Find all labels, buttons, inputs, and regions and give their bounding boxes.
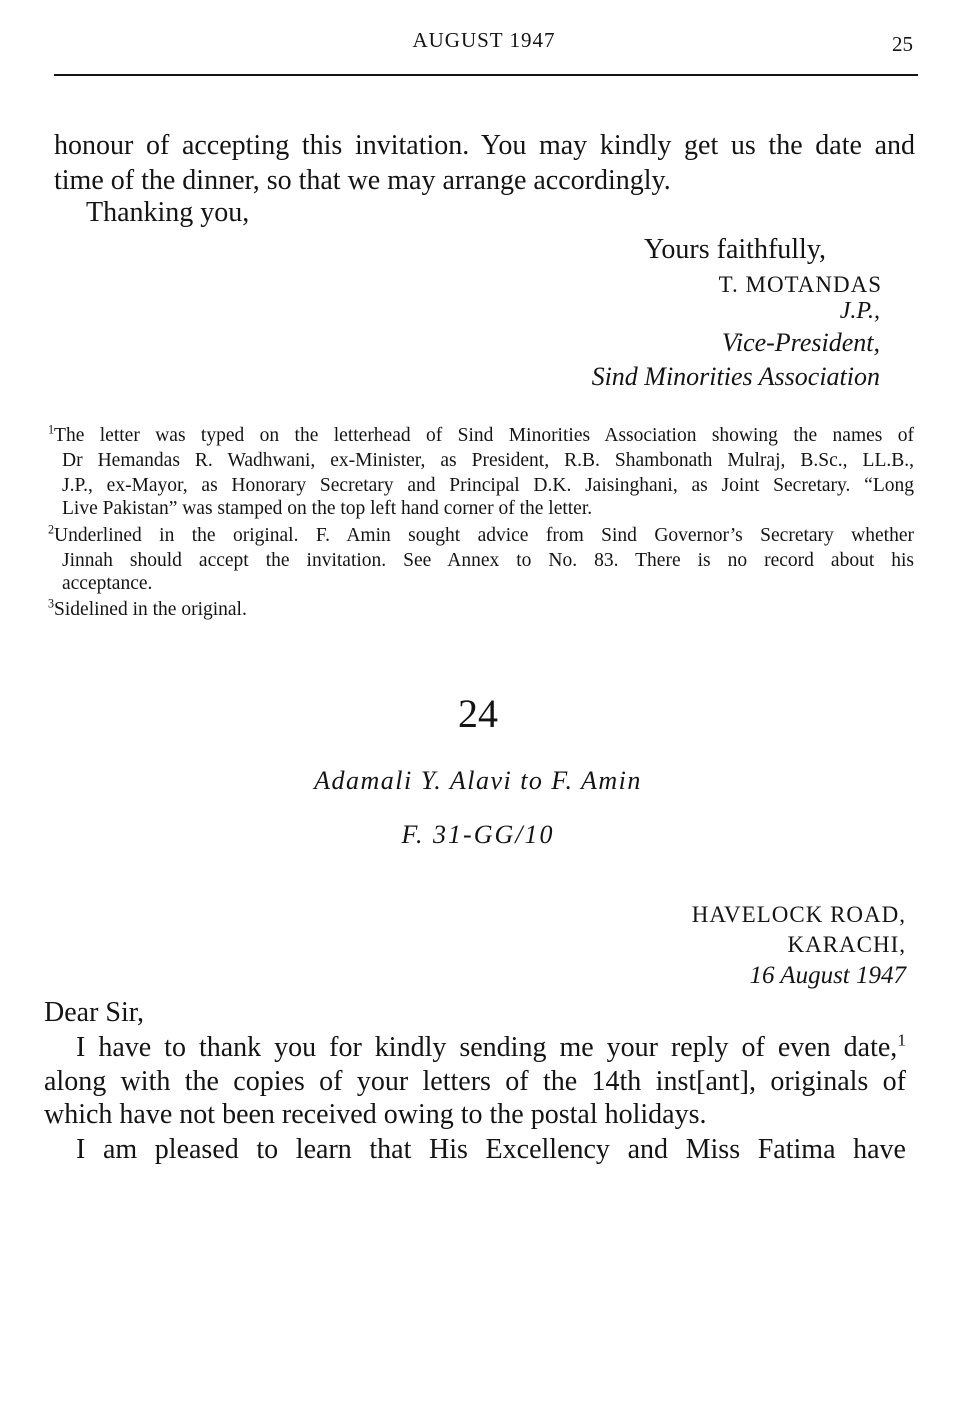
signatory-name: T. MOTANDAS (718, 272, 882, 297)
running-title: AUGUST 1947 (412, 28, 556, 52)
footnote-3-line: $^3$Sidelined in the original. (48, 596, 247, 620)
letter-body-line: which have not been received owing to the postal holidays. (44, 1099, 707, 1130)
valediction: Yours faithfully, (644, 234, 827, 265)
footnote-reference: 1 (897, 1030, 906, 1050)
signatory-position: Vice-President, (721, 328, 880, 357)
footnote-2-line: Jinnah should accept the invitation. See Annex to No. 83. There is no record about his (62, 550, 914, 571)
letter-body-line: time of the dinner, so that we may arrange accordingly. (54, 165, 671, 196)
footnote-1-line: Live Pakistan” was stamped on the top left hand corner of the letter. (62, 498, 593, 519)
letter-body-line: honour of accepting this invitation. You may kindly get us the date and (54, 130, 915, 161)
footnote-2-line: $^2$Underlined in the original. F. Amin sought advice from Sind Governor’s Secretary whether (48, 522, 914, 546)
footnote-1-line: $^1$The letter was typed on the letterhead of Sind Minorities Association showing the names of (48, 422, 914, 446)
letter-date: 16 August 1947 (749, 962, 906, 989)
footnote-marker: 3 (48, 596, 55, 611)
signatory-honorific: J.P., (839, 298, 880, 324)
signatory-organization: Sind Minorities Association (591, 362, 880, 391)
footnote-marker: 2 (48, 522, 55, 537)
address-line: KARACHI, (787, 932, 906, 957)
document-number: 24 (458, 691, 498, 736)
footnote-marker: 1 (48, 422, 55, 437)
letter-body-line: along with the copies of your letters of the 14th inst[ant], originals of (44, 1066, 906, 1097)
letter-closing: Thanking you, (86, 197, 250, 228)
header-rule (54, 74, 918, 76)
footnote-1-line: J.P., ex-Mayor, as Honorary Secretary and Principal D.K. Jaisinghani, as Joint Secretary. “Long (62, 475, 914, 496)
page-number: 25 (892, 32, 913, 56)
file-reference: F. 31-GG/10 (401, 820, 555, 849)
address-line: HAVELOCK ROAD, (691, 902, 906, 927)
footnote-1-line: Dr Hemandas R. Wadhwani, ex-Minister, as President, R.B. Shambonath Mulraj, B.Sc., LL.B., (62, 450, 914, 471)
document-title: Adamali Y. Alavi to F. Amin (314, 766, 642, 795)
salutation: Dear Sir, (44, 997, 144, 1028)
footnote-2-line: acceptance. (62, 573, 153, 594)
letter-body-line: I am pleased to learn that His Excellency and Miss Fatima have (76, 1134, 906, 1165)
letter-body-line: I have to thank you for kindly sending me your reply of even date,$^1$ (76, 1030, 906, 1063)
